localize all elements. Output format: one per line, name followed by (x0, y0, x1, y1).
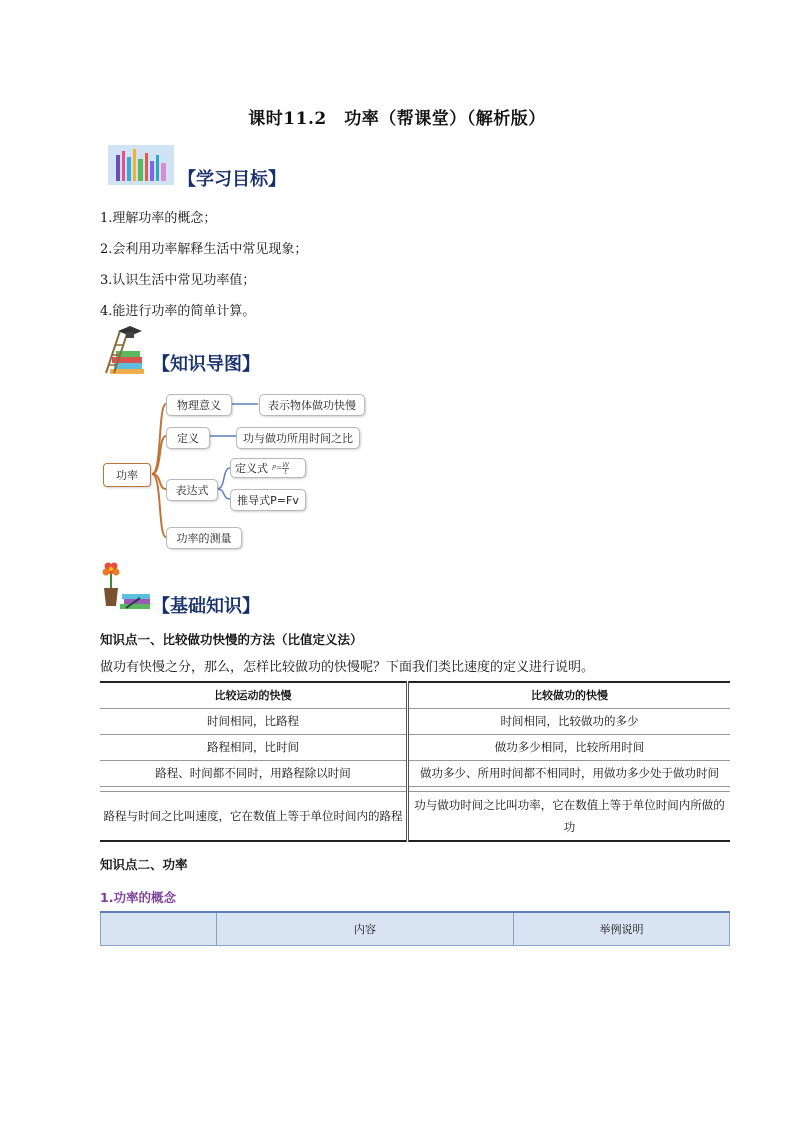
table-header-cell: 举例说明 (514, 912, 730, 946)
mindmap-node-expression: 表达式 (166, 479, 218, 501)
table-cell: 时间相同，比较做功的多少 (500, 714, 639, 728)
concept-table (100, 911, 730, 946)
goal-item: 1.理解功率的概念； (100, 211, 217, 226)
flower-books-icon (100, 560, 152, 610)
table-header-row (101, 912, 730, 946)
table-cell: 做功多少相同，比较所用时间 (494, 740, 645, 754)
map-heading: 【知识导图】 (152, 354, 260, 375)
formula-num: W (282, 460, 290, 469)
mindmap-node-meaning-detail: 表示物体做功快慢 (259, 394, 365, 416)
mindmap-node-meaning: 物理意义 (166, 394, 232, 416)
table-row (100, 709, 730, 735)
basics-heading: 【基础知识】 (152, 596, 260, 617)
mindmap-node-expr-def (230, 458, 306, 478)
mindmap-node-expr-derived: 推导式P=Fv (230, 489, 306, 511)
table-cell: 路程与时间之比叫速度，它在数值上等于单位时间内的路程 (100, 792, 408, 842)
kp2-heading: 知识点二、功率 (100, 857, 188, 872)
table-header-cell: 比较做功的快慢 (531, 689, 608, 702)
table-row (100, 792, 730, 842)
goal-item: 2.会利用功率解释生活中常见现象； (100, 242, 308, 257)
comparison-table (100, 681, 730, 842)
formula-p: P (272, 464, 277, 472)
table-cell: 时间相同，比路程 (100, 709, 408, 735)
expr-def-label: 定义式 (235, 462, 268, 475)
table-row (100, 735, 730, 761)
formula-eq: = (276, 464, 283, 472)
expr-formula (272, 462, 289, 475)
mindmap-root: 功率 (103, 463, 151, 487)
goal-item: 3.认识生活中常见功率值； (100, 273, 256, 288)
formula-den: t (284, 467, 287, 476)
goal-item: 4.能进行功率的简单计算。 (100, 304, 256, 319)
mindmap-node-measure: 功率的测量 (166, 527, 242, 549)
table-header-row (100, 682, 730, 709)
table-cell: 功与做功时间之比叫功率，它在数值上等于单位时间内所做的功 (414, 798, 725, 834)
formula-fraction (282, 462, 289, 475)
table-cell: 做功多少、所用时间都不相同时，用做功多少处于做功时间 (420, 766, 719, 780)
kp2-subheading: 1.功率的概念 (100, 890, 176, 905)
table-header-cell (101, 912, 217, 946)
table-header-cell: 内容 (217, 912, 514, 946)
table-cell: 路程相同，比时间 (100, 735, 408, 761)
table-row (100, 761, 730, 787)
mindmap-node-definition-detail: 功与做功所用时间之比 (236, 427, 360, 449)
page-title: 课时11.2 功率（帮课堂）（解析版） (248, 109, 546, 129)
kp1-intro: 做功有快慢之分，那么，怎样比较做功的快慢呢？下面我们类比速度的定义进行说明。 (100, 660, 595, 675)
mindmap-node-definition: 定义 (166, 427, 210, 449)
table-cell: 路程、时间都不同时，用路程除以时间 (100, 761, 408, 787)
books-chart-icon (108, 145, 174, 189)
table-header-cell: 比较运动的快慢 (100, 682, 408, 709)
goals-heading: 【学习目标】 (178, 169, 286, 190)
graduate-books-icon (102, 323, 150, 375)
kp1-heading: 知识点一、比较做功快慢的方法（比值定义法） (100, 632, 363, 647)
